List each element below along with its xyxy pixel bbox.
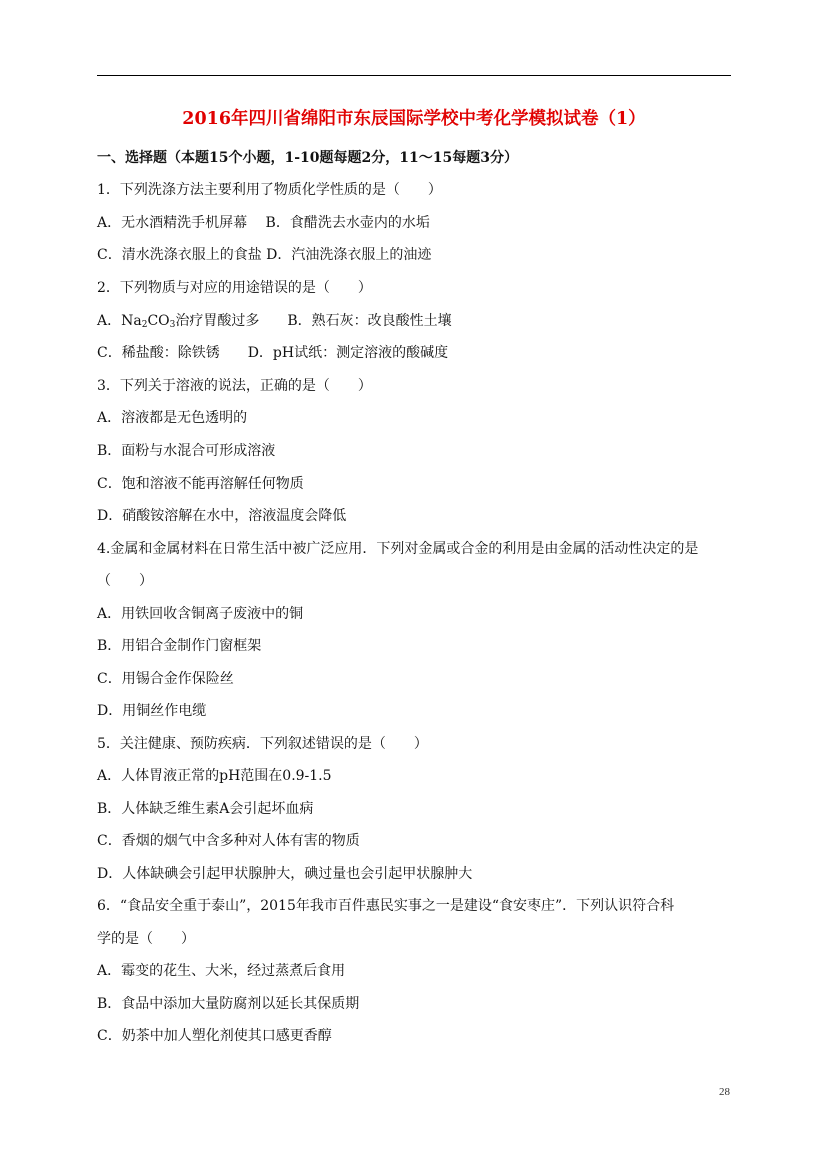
q2-a-subscript-1: 2 <box>141 320 148 330</box>
question-3-stem: 3．下列关于溶液的说法，正确的是（ ） <box>97 378 372 394</box>
question-4-option-a: A．用铁回收含铜离子废液中的铜 <box>97 606 304 622</box>
question-3-option-d: D．硝酸铵溶解在水中，溶液温度会降低 <box>97 508 347 524</box>
question-2-stem: 2．下列物质与对应的用途错误的是（ ） <box>97 280 372 296</box>
question-4-stem-continued: （ ） <box>97 573 153 589</box>
exam-title: 2016年四川省绵阳市东辰国际学校中考化学模拟试卷（1） <box>182 109 646 129</box>
question-4-option-c: C．用锡合金作保险丝 <box>97 671 234 687</box>
question-4-option-b: B．用铝合金制作门窗框架 <box>97 638 262 654</box>
page-number: 28 <box>719 1086 730 1098</box>
question-1-options-ab: A．无水酒精洗手机屏幕 B．食醋洗去水壶内的水垢 <box>97 215 430 231</box>
question-3-option-a: A．溶液都是无色透明的 <box>97 410 248 426</box>
question-1-options-cd: C．清水洗涤衣服上的食盐 D．汽油洗涤衣服上的油迹 <box>97 247 432 263</box>
question-4-option-d: D．用铜丝作电缆 <box>97 703 207 719</box>
question-3-option-c: C．饱和溶液不能再溶解任何物质 <box>97 476 304 492</box>
question-1-stem: 1．下列洗涤方法主要利用了物质化学性质的是（ ） <box>97 182 442 198</box>
q2-a-subscript-2: 3 <box>169 320 176 330</box>
question-5-option-b: B．人体缺乏维生素A会引起坏血病 <box>97 801 314 817</box>
q2-a-middle: CO <box>147 313 170 329</box>
question-5-option-c: C．香烟的烟气中含多种对人体有害的物质 <box>97 833 360 849</box>
section-heading: 一、选择题（本题15个小题，1-10题每题2分，11～15每题3分） <box>97 150 518 166</box>
question-6-option-b: B．食品中添加大量防腐剂以延长其保质期 <box>97 996 360 1012</box>
question-6-option-a: A．霉变的花生、大米，经过蒸煮后食用 <box>97 963 346 979</box>
q2-a-rest: 治疗胃酸过多 B．熟石灰：改良酸性土壤 <box>175 313 452 329</box>
question-6-stem: 6．“食品安全重于泰山”，2015年我市百件惠民实事之一是建设“食安枣庄”．下列认识符合科 <box>97 898 675 914</box>
question-2-options-ab <box>97 311 737 331</box>
header-rule <box>97 75 731 76</box>
question-3-option-b: B．面粉与水混合可形成溶液 <box>97 443 276 459</box>
question-5-stem: 5．关注健康、预防疾病．下列叙述错误的是（ ） <box>97 736 428 752</box>
question-6-stem-continued: 学的是（ ） <box>97 931 195 947</box>
question-4-stem: 4.金属和金属材料在日常生活中被广泛应用．下列对金属或合金的利用是由金属的活动性决定的是 <box>97 541 699 557</box>
question-5-option-d: D．人体缺碘会引起甲状腺肿大，碘过量也会引起甲状腺肿大 <box>97 866 473 882</box>
question-2-options-cd: C．稀盐酸：除铁锈 D．pH试纸：测定溶液的酸碱度 <box>97 345 449 361</box>
question-6-option-c: C．奶茶中加人塑化剂使其口感更香醇 <box>97 1028 332 1044</box>
q2-a-prefix: A．Na <box>97 313 142 329</box>
question-5-option-a: A．人体胃液正常的pH范围在0.9-1.5 <box>97 768 332 784</box>
